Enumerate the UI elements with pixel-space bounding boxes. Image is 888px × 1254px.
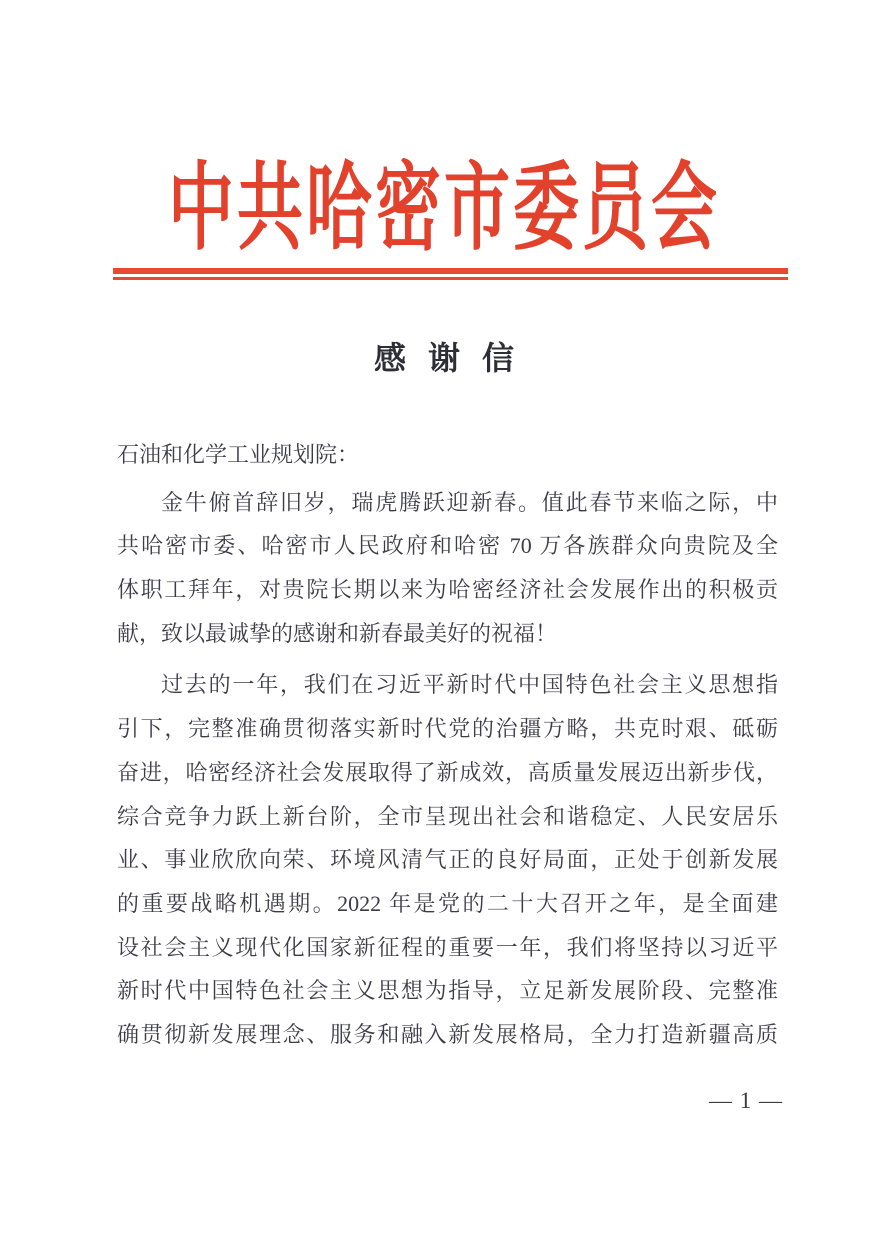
body-line: 业、事业欣欣向荣、环境风清气正的良好局面，正处于创新发展 [117,847,778,873]
page-number: — 1 — [709,1088,783,1113]
divider-thin-line [113,277,788,280]
body-line: 金牛俯首辞旧岁，瑞虎腾跃迎新春。值此春节来临之际，中 [161,489,778,515]
document-title: 感 谢 信 [373,340,514,376]
body-line: 的重要战略机遇期。2022 年是党的二十大召开之年，是全面建 [117,890,778,916]
body-line: 综合竞争力跃上新台阶，全市呈现出社会和谐稳定、人民安居乐 [117,803,778,829]
letterhead-title: 中共哈密市委员会 [168,156,720,263]
body-line: 共哈密市委、哈密市人民政府和哈密 70 万各族群众向贵院及全 [117,533,778,559]
letterhead-divider [113,268,788,280]
letter-body [117,433,778,1057]
body-line: 新时代中国特色社会主义思想为指导，立足新发展阶段、完整准 [117,978,778,1004]
body-line: 引下，完整准确贯彻落实新时代党的治疆方略，共克时艰、砥砺 [117,716,778,742]
salutation: 石油和化学工业规划院： [117,442,360,467]
body-line: 设社会主义现代化国家新征程的重要一年，我们将坚持以习近平 [117,934,778,960]
body-line: 奋进，哈密经济社会发展取得了新成效，高质量发展迈出新步伐， [117,759,778,785]
body-line: 过去的一年，我们在习近平新时代中国特色社会主义思想指 [161,672,778,698]
divider-thick-line [113,268,788,274]
body-line: 确贯彻新发展理念、服务和融入新发展格局，全力打造新疆高质 [117,1021,778,1047]
body-line: 献，致以最诚挚的感谢和新春最美好的祝福！ [117,620,558,646]
body-line: 体职工拜年，对贵院长期以来为哈密经济社会发展作出的积极贡 [117,577,778,603]
